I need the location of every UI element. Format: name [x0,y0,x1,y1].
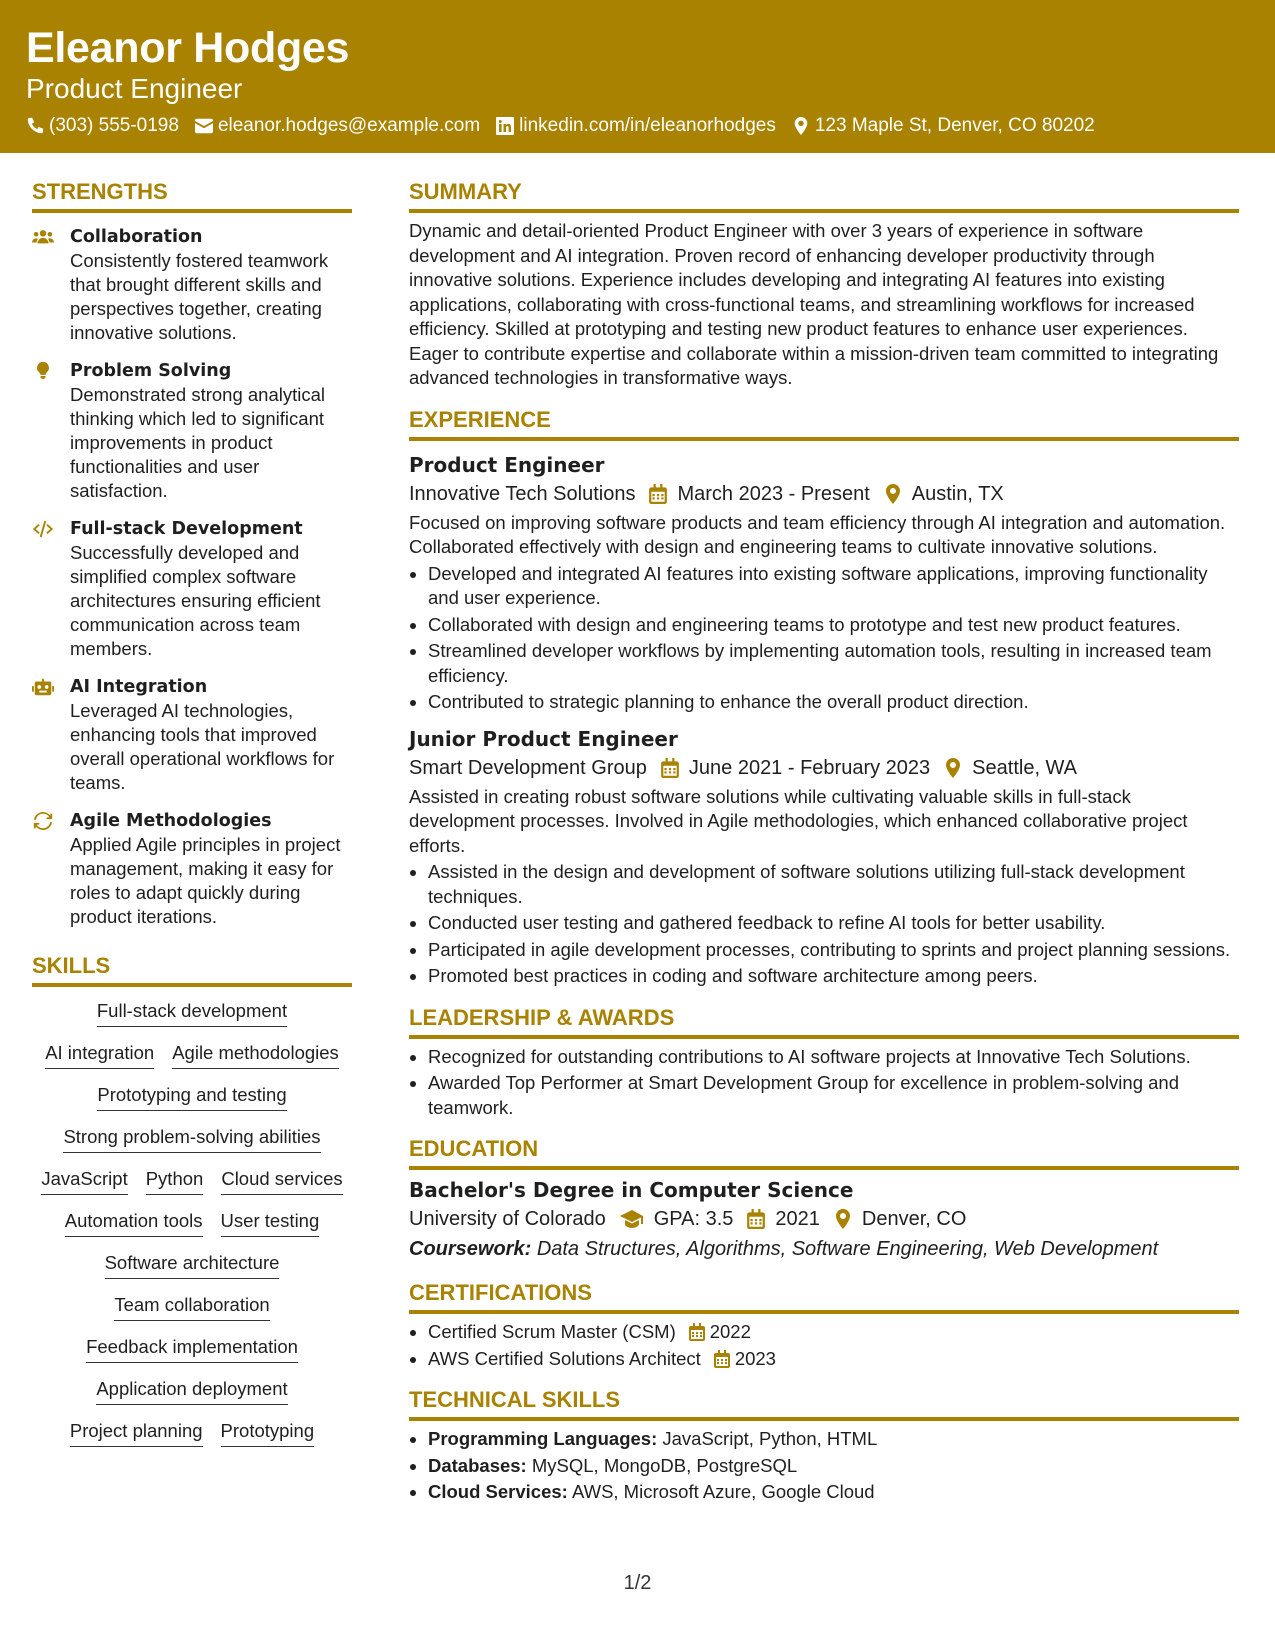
list-item: • Recognized for outstanding contributions to AI software projects at Innovative Tech Solutions. [428,1045,1239,1070]
map-pin-icon [792,117,810,135]
calendar-icon [649,484,667,504]
education-degree: Bachelor's Degree in Computer Science [409,1178,854,1202]
strength-name: Problem Solving [70,361,232,381]
awards-heading: LEADERSHIP & AWARDS [409,989,1239,1039]
education-gpa: GPA: 3.5 [653,1208,734,1230]
job-bullets [409,860,1239,989]
coursework-text: Data Structures, Algorithms, Software Engineering, Web Development [536,1238,1159,1260]
phone-text: (303) 555-0198 [49,115,179,136]
strength-name: Collaboration [70,227,203,247]
list-item: • Assisted in the design and development of software solutions utilizing full-stack development techniques. [428,860,1239,909]
tech-skill-label: Programming Languages: [428,1428,658,1449]
job-title: Junior Product Engineer [409,726,678,751]
list-item [428,1480,1239,1505]
contact-phone [26,114,179,138]
strength-desc: Applied Agile principles in project management, making it easy for roles to adapt quickly during product iterations. [70,834,341,927]
skill-tag: Application deployment [96,1377,287,1405]
skill-tag: Prototyping [221,1419,315,1447]
list-item: • Awarded Top Performer at Smart Development Group for excellence in problem-solving and teamwork. [428,1071,1239,1120]
job-location: Seattle, WA [972,756,1078,779]
list-item [428,1427,1239,1452]
skill-tag: Automation tools [65,1209,203,1237]
awards-list [409,1045,1239,1121]
skill-row [105,1251,280,1279]
envelope-icon [195,117,213,135]
email-text[interactable]: eleanor.hodges@example.com [217,115,481,136]
list-item [428,1454,1239,1479]
list-item: • Promoted best practices in coding and software architecture among peers. [428,964,1239,989]
contact-linkedin[interactable] [496,114,776,138]
job-dates: March 2023 - Present [677,482,870,505]
code-icon [32,519,54,539]
skill-row [70,1419,314,1447]
skill-row [86,1335,298,1363]
strength-item [32,517,352,661]
strength-item [32,359,352,503]
education-year: 2021 [775,1208,820,1230]
skill-row [45,1041,339,1069]
strength-item [32,809,352,929]
education-location: Denver, CO [861,1208,967,1230]
education-meta [409,1204,1239,1234]
skill-tag: Full-stack development [97,999,287,1027]
summary-text: Dynamic and detail-oriented Product Engineer with over 3 years of experience in software development and AI integration. Proven record of enhancing developer productivity through innovative solutions. Experience includes developing and integrating AI features into existing applications, collaborating with cross-functional teams, and streamlining workflows for increased efficiency. Skilled at prototyping and testing new product features to enhance user experiences. Eager to contribute expertise and collaborate within a mission-driven team committed to integrating advanced technologies in transformative ways. [409,220,1219,388]
map-pin-icon [884,484,902,504]
right-column [409,153,1239,1505]
skill-row [114,1293,269,1321]
tech-skill-label: Databases: [428,1454,527,1476]
linkedin-icon [496,117,514,135]
tech-skill-value: JavaScript, Python, HTML [662,1428,878,1449]
lightbulb-icon [32,361,54,381]
education-heading: EDUCATION [409,1120,1239,1170]
skill-tag: Python [146,1167,204,1195]
skill-tag: Project planning [70,1419,203,1447]
list-item: • Conducted user testing and gathered feedback to refine AI tools for better usability. [428,911,1239,936]
calendar-icon [689,1323,705,1341]
skills-heading: SKILLS [32,929,352,987]
skill-row [97,999,287,1027]
strengths-heading: STRENGTHS [32,153,352,213]
tech-skill-value: AWS, Microsoft Azure, Google Cloud [571,1481,875,1502]
certifications-list [409,1320,1239,1371]
job-company: Smart Development Group [409,756,647,779]
resume-header [0,0,1275,153]
cert-year: 2023 [734,1347,776,1369]
robot-icon [32,677,54,697]
address-text: 123 Maple St, Denver, CO 80202 [814,115,1095,136]
job-summary: Focused on improving software products and team efficiency through AI integration and automation. Collaborated effectively with design and engineering teams to cultivate innovative solutions. [409,511,1226,557]
skill-row [63,1125,320,1153]
skill-tag: Team collaboration [114,1293,269,1321]
strength-item [32,675,352,795]
strength-desc: Consistently fostered teamwork that brought different skills and perspectives together, creating innovative solutions. [70,250,329,343]
strength-item [32,225,352,345]
contact-address [792,114,1095,138]
list-item: • Developed and integrated AI features into existing software applications, improving functionality and user experience. [428,562,1239,611]
skill-tag: AI integration [45,1041,154,1069]
skill-tag: Agile methodologies [172,1041,339,1069]
strengths-list [32,225,352,929]
left-column [32,153,352,1505]
cert-name: • Certified Scrum Master (CSM) [428,1321,676,1342]
contact-email[interactable] [195,114,480,138]
skill-tag: Software architecture [105,1251,280,1279]
list-item: • Collaborated with design and engineering teams to prototype and test new product features. [428,613,1239,638]
strength-name: Agile Methodologies [70,811,272,831]
skill-tag: Prototyping and testing [97,1083,286,1111]
graduation-cap-icon [620,1209,644,1229]
candidate-name: Eleanor Hodges [26,24,350,72]
skill-row [97,1083,286,1111]
phone-icon [26,117,44,135]
calendar-icon [661,758,679,778]
skill-tag: User testing [221,1209,320,1237]
strength-name: AI Integration [70,677,208,697]
skill-tag: Strong problem-solving abilities [63,1125,320,1153]
contact-bar [26,114,1249,138]
summary-heading: SUMMARY [409,153,1239,213]
strength-desc: Demonstrated strong analytical thinking which led to significant improvements in product functionalities and user satisfaction. [70,384,326,501]
job-title: Product Engineer [409,452,605,477]
job-dates: June 2021 - February 2023 [688,756,931,779]
skill-row [96,1377,287,1405]
job-meta [409,479,1239,509]
calendar-icon [747,1209,765,1229]
map-pin-icon [944,758,962,778]
skill-tag: Feedback implementation [86,1335,298,1363]
cert-year: 2022 [709,1321,751,1342]
coursework-label: Coursework: [409,1238,532,1260]
job-company: Innovative Tech Solutions [409,482,636,505]
experience-heading: EXPERIENCE [409,391,1239,441]
job-bullets [409,562,1239,715]
certifications-heading: CERTIFICATIONS [409,1264,1239,1314]
job-summary: Assisted in creating robust software solutions while cultivating valuable skills in full-stack development processes. Involved in Agile methodologies, which enhanced collaborative project efforts. [409,785,1188,856]
candidate-title: Product Engineer [26,73,243,104]
calendar-icon [714,1350,730,1368]
list-item [428,1320,1239,1345]
job-meta [409,753,1239,783]
list-item: • Participated in agile development processes, contributing to sprints and project planning sessions. [428,938,1239,963]
strength-desc: Leveraged AI technologies, enhancing tools that improved overall operational workflows for teams. [70,700,335,793]
cert-name: • AWS Certified Solutions Architect [428,1347,701,1369]
technical-skills-heading: TECHNICAL SKILLS [409,1371,1239,1421]
users-icon [32,227,54,247]
education-coursework [409,1234,1239,1264]
skill-row [41,1167,342,1195]
job-location: Austin, TX [911,482,1004,505]
map-pin-icon [834,1209,852,1229]
page-number: 1/2 [623,1572,652,1594]
skill-tag: JavaScript [41,1167,127,1195]
technical-skills-list [409,1427,1239,1505]
strength-name: Full-stack Development [70,519,303,539]
job-entry [409,451,1239,715]
list-item: • Streamlined developer workflows by implementing automation tools, resulting in increased team efficiency. [428,639,1239,688]
skill-row [65,1209,320,1237]
tech-skill-value: MySQL, MongoDB, PostgreSQL [531,1454,798,1476]
sync-icon [32,811,54,831]
skill-tag: Cloud services [221,1167,342,1195]
skills-list [32,999,352,1447]
list-item [428,1347,1239,1372]
resume-body [0,153,1275,1505]
tech-skill-label: Cloud Services: [428,1481,568,1502]
job-entry [409,725,1239,989]
linkedin-text[interactable]: linkedin.com/in/eleanorhodges [519,115,776,136]
education-school: University of Colorado [409,1208,606,1230]
list-item: • Contributed to strategic planning to enhance the overall product direction. [428,690,1239,715]
strength-desc: Successfully developed and simplified complex software architectures ensuring efficient communication across team members. [70,542,321,659]
